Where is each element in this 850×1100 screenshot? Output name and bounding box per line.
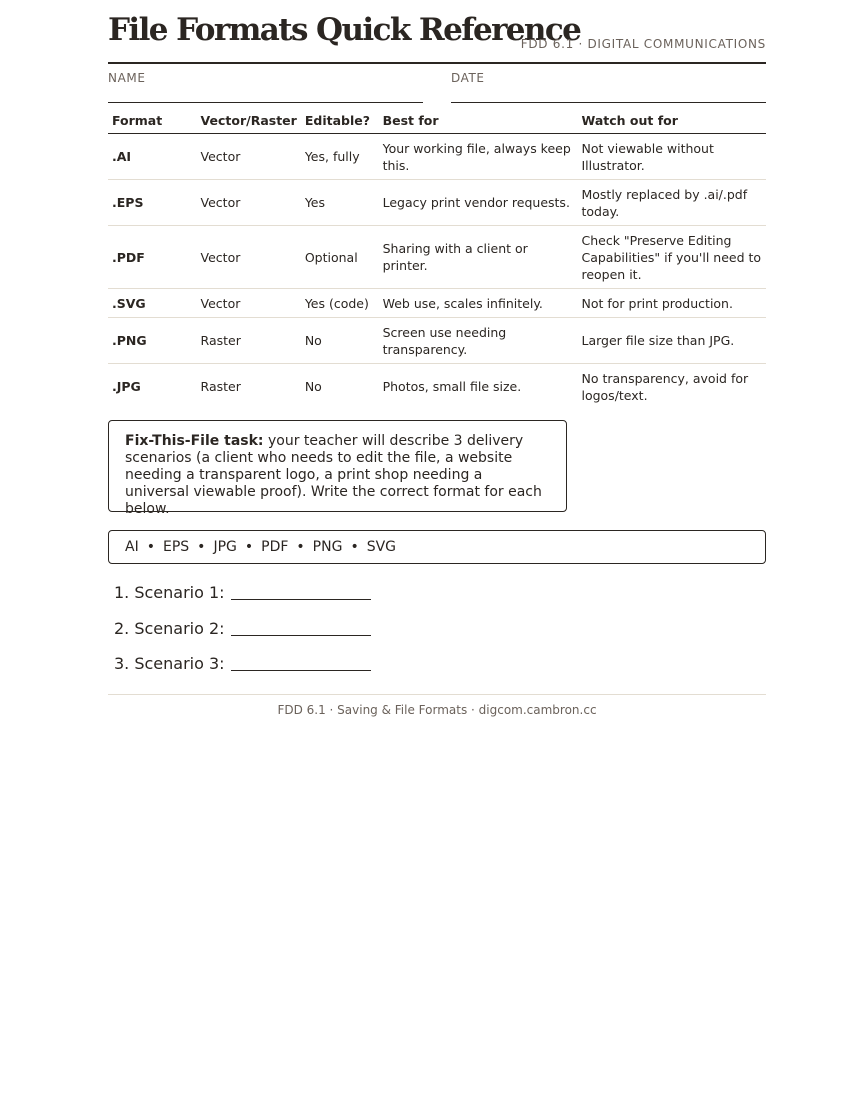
editable-cell: Yes, fully [301, 134, 379, 180]
word-bank-item: PNG [312, 539, 343, 555]
task-lead: Fix-This-File task: [125, 433, 264, 449]
type-cell: Vector [197, 226, 301, 289]
list-item [114, 575, 514, 611]
name-field[interactable] [108, 64, 423, 103]
list-item [114, 611, 514, 647]
page-header [108, 0, 766, 64]
scenario-label: 1. Scenario 1: [114, 583, 225, 603]
name-date-fields [108, 64, 766, 104]
word-bank-item: SVG [366, 539, 397, 555]
type-cell: Vector [197, 134, 301, 180]
column-header: Best for [379, 108, 578, 134]
type-cell: Raster [197, 318, 301, 364]
watch-out-cell: Mostly replaced by .ai/.pdf today. [577, 180, 766, 226]
scenario-answer-blank[interactable] [231, 656, 371, 671]
list-item [114, 646, 514, 682]
word-bank-item: JPG [213, 539, 237, 555]
format-cell: .PNG [108, 318, 197, 364]
table-row [108, 226, 766, 289]
scenario-answer-blank[interactable] [231, 621, 371, 636]
name-label: NAME [108, 71, 146, 85]
column-header: Vector/Raster [197, 108, 301, 134]
best-for-cell: Sharing with a client or printer. [379, 226, 578, 289]
watch-out-cell: No transparency, avoid for logos/text. [581, 370, 749, 403]
word-bank-item: EPS [162, 539, 190, 555]
bullet-separator: • [146, 539, 155, 555]
format-cell: .EPS [108, 180, 197, 226]
table-row [108, 134, 766, 180]
word-bank-item: AI [125, 539, 139, 555]
format-cell: .AI [108, 134, 197, 180]
table-row [108, 364, 766, 410]
column-header: Format [108, 108, 197, 134]
table-row [108, 289, 766, 318]
editable-cell: Yes [301, 180, 379, 226]
table-row [108, 180, 766, 226]
date-label: DATE [451, 71, 485, 85]
date-field[interactable] [451, 64, 766, 103]
bullet-separator: • [197, 539, 206, 555]
task-instructions-box [108, 420, 567, 517]
best-for-cell: Screen use needing transparency. [379, 318, 578, 364]
watch-out-cell: Not viewable without Illustrator. [577, 134, 766, 180]
word-bank-item: PDF [261, 539, 289, 555]
worksheet-page [108, 0, 766, 717]
best-for-cell: Legacy print vendor requests. [379, 180, 578, 226]
page-footer: FDD 6.1 · Saving & File Formats · digcom.cambron.cc [108, 694, 766, 725]
watch-out-cell: Check "Preserve Editing Capabilities" if you'll need to reopen it. [577, 226, 766, 289]
scenario-label: 3. Scenario 3: [114, 654, 225, 674]
editable-cell: No [304, 379, 322, 394]
bullet-separator: • [296, 539, 305, 555]
format-cell: .PDF [108, 226, 197, 289]
scenario-answer-blank[interactable] [231, 585, 371, 600]
task-body: your teacher will describe 3 delivery scenarios (a client who needs to edit the file, a website needing a transparent logo, a print shop needing a universal viewable proof). Write the correct format for each below. [125, 433, 542, 517]
column-header: Watch out for [577, 108, 766, 134]
scenario-list [114, 575, 514, 682]
type-cell: Vector [197, 289, 301, 318]
table-row [108, 318, 766, 364]
bullet-separator: • [350, 539, 359, 555]
best-for-cell: Photos, small file size. [382, 379, 522, 394]
watch-out-cell: Larger file size than JPG. [577, 318, 766, 364]
table-header-row [108, 108, 766, 134]
format-reference-table [108, 108, 766, 409]
editable-cell: No [301, 318, 379, 364]
editable-cell: Optional [301, 226, 379, 289]
type-cell: Raster [200, 379, 241, 394]
best-for-cell: Web use, scales infinitely. [379, 289, 578, 318]
column-header: Editable? [301, 108, 379, 134]
word-bank [108, 530, 766, 564]
watch-out-cell: Not for print production. [577, 289, 766, 318]
best-for-cell: Your working file, always keep this. [379, 134, 578, 180]
format-cell: .SVG [108, 289, 197, 318]
scenario-label: 2. Scenario 2: [114, 618, 225, 638]
format-cell: .JPG [112, 379, 141, 394]
course-label: FDD 6.1 · DIGITAL COMMUNICATIONS [520, 37, 766, 51]
type-cell: Vector [197, 180, 301, 226]
bullet-separator: • [244, 539, 254, 555]
editable-cell: Yes (code) [301, 289, 379, 318]
page-title: File Formats Quick Reference [108, 12, 581, 48]
